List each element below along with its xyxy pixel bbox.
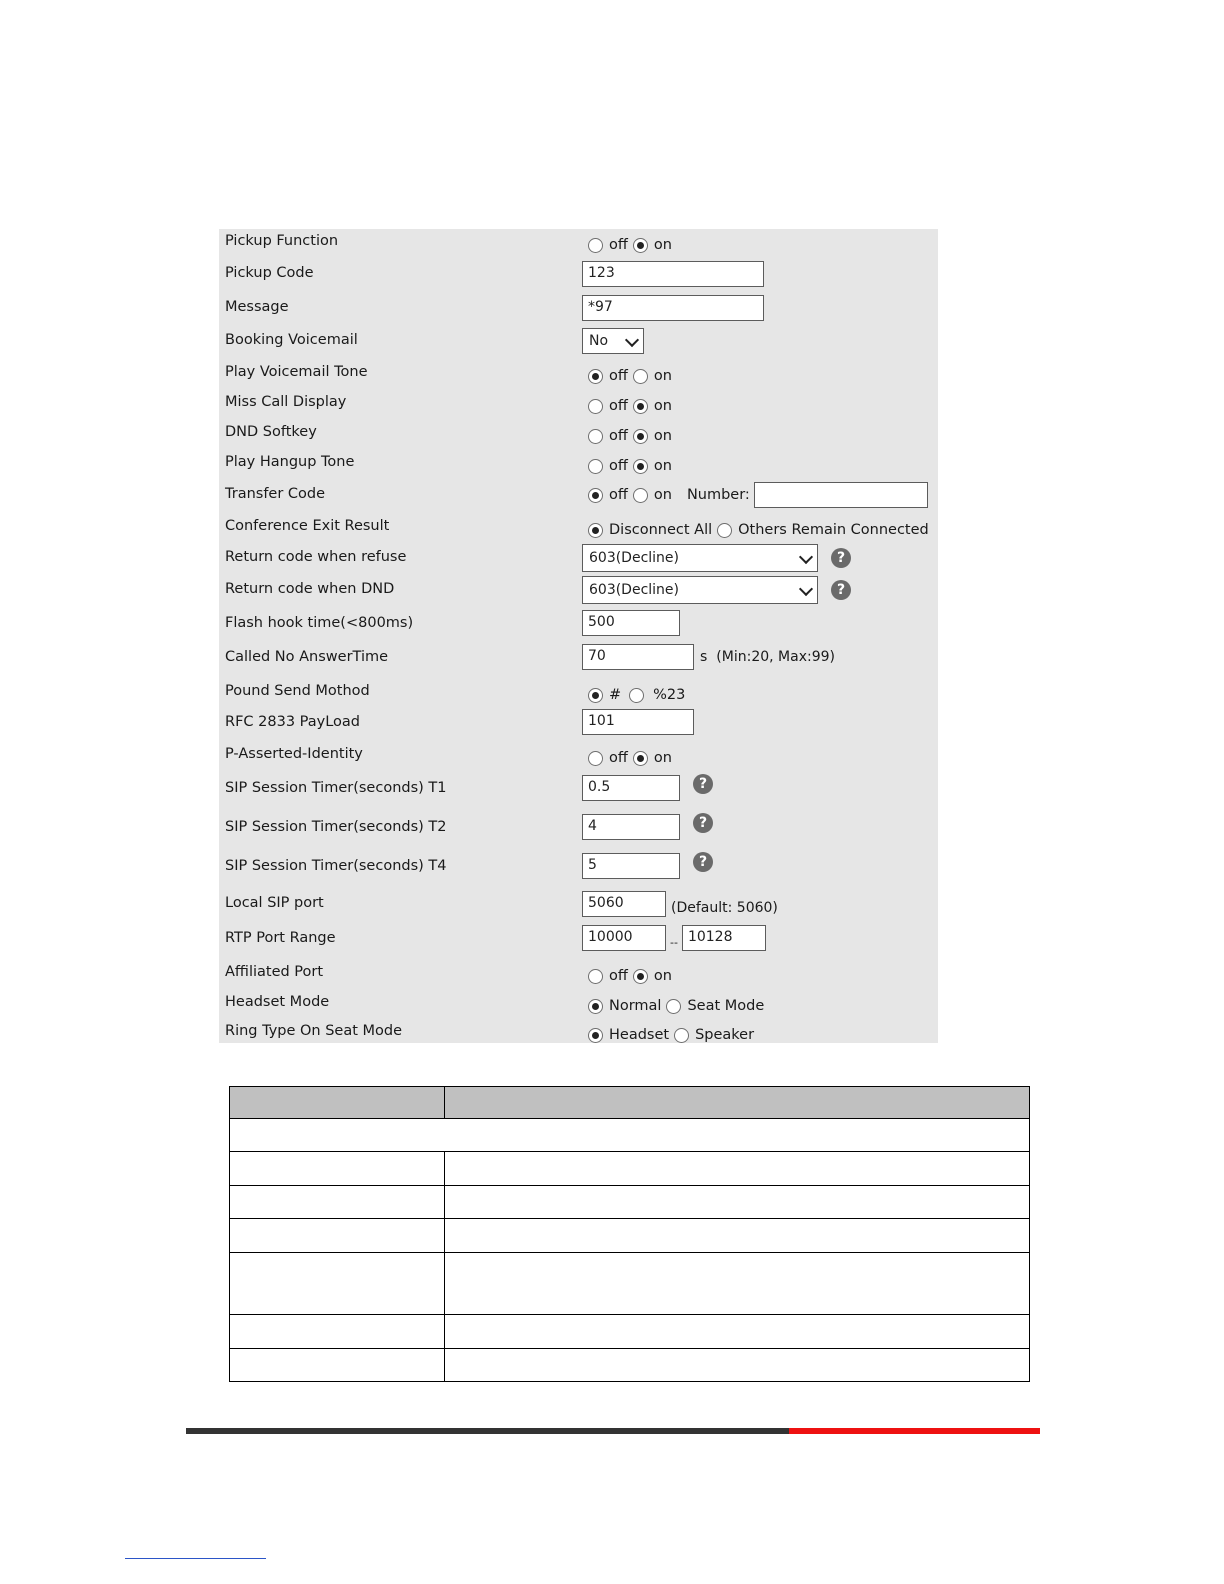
row-ring-type-seat-mode [219, 1020, 938, 1044]
headset-mode-normal-option[interactable] [588, 998, 661, 1014]
ring-type-headset-radio[interactable] [588, 1028, 603, 1043]
pound-hash-radio[interactable] [588, 688, 603, 703]
pickup-function-control [588, 233, 677, 257]
footer-link-underline[interactable] [125, 1558, 266, 1559]
table-row [230, 1119, 1030, 1152]
transfer-code-off-option[interactable] [588, 487, 628, 503]
row-local-sip-port [219, 891, 938, 917]
chevron-down-icon [799, 550, 813, 564]
table-cell [230, 1315, 445, 1349]
p-asserted-identity-on-radio[interactable] [633, 751, 648, 766]
play-voicemail-tone-off-option[interactable] [588, 368, 628, 384]
row-dnd-softkey [219, 421, 938, 445]
p-asserted-identity-control [588, 746, 677, 770]
pickup-code-input[interactable]: 123 [582, 261, 764, 287]
rtp-port-separator: -- [670, 935, 678, 949]
dnd-softkey-off-radio[interactable] [588, 429, 603, 444]
transfer-code-on-radio[interactable] [633, 488, 648, 503]
dnd-softkey-on-option[interactable] [633, 428, 672, 444]
table-cell [445, 1186, 1030, 1219]
sip-timer-t1-control [582, 775, 713, 801]
ring-type-speaker-text: Speaker [695, 1027, 755, 1043]
headset-mode-seat-text: Seat Mode [687, 998, 765, 1014]
return-code-refuse-control [582, 543, 851, 573]
transfer-code-control [588, 483, 928, 507]
transfer-code-label: Transfer Code [225, 486, 326, 502]
others-remain-connected-text: Others Remain Connected [738, 522, 929, 538]
called-no-answer-range-note: (Min:20, Max:99) [716, 649, 835, 665]
booking-voicemail-label: Booking Voicemail [225, 332, 358, 348]
play-voicemail-tone-label: Play Voicemail Tone [225, 364, 368, 380]
row-return-code-dnd [219, 575, 938, 605]
row-pickup-function [219, 230, 938, 254]
called-no-answer-unit: s [700, 649, 708, 665]
affiliated-port-on-text: on [653, 968, 672, 984]
pound-send-method-label: Pound Send Mothod [225, 683, 370, 699]
conference-exit-result-label: Conference Exit Result [225, 518, 390, 534]
row-affiliated-port [219, 961, 938, 985]
row-called-no-answer-time [219, 644, 938, 670]
dnd-softkey-off-option[interactable] [588, 428, 628, 444]
table-cell [445, 1253, 1030, 1315]
miss-call-display-off-option[interactable] [588, 398, 628, 414]
rtp-port-range-label: RTP Port Range [225, 930, 336, 946]
flash-hook-time-label: Flash hook time(<800ms) [225, 615, 414, 631]
play-hangup-tone-on-option[interactable] [633, 458, 672, 474]
play-hangup-tone-control [588, 454, 677, 478]
transfer-code-on-option[interactable] [633, 487, 672, 503]
play-hangup-tone-off-option[interactable] [588, 458, 628, 474]
row-transfer-code [219, 483, 938, 507]
affiliated-port-label: Affiliated Port [225, 964, 324, 980]
pickup-function-off-text: off [609, 237, 628, 253]
return-code-dnd-control [582, 575, 851, 605]
table-cell [230, 1152, 445, 1186]
row-miss-call-display [219, 391, 938, 415]
table-row [230, 1152, 1030, 1186]
local-sip-port-input[interactable]: 5060 [582, 891, 666, 917]
row-play-hangup-tone [219, 451, 938, 475]
message-label: Message [225, 299, 289, 315]
dnd-softkey-on-radio[interactable] [633, 429, 648, 444]
miss-call-display-on-option[interactable] [633, 398, 672, 414]
dnd-softkey-label: DND Softkey [225, 424, 317, 440]
pound-send-method-control [588, 683, 690, 707]
called-no-answer-time-control [582, 644, 835, 670]
disconnect-all-radio[interactable] [588, 523, 603, 538]
pickup-code-label: Pickup Code [225, 265, 314, 281]
affiliated-port-off-radio[interactable] [588, 969, 603, 984]
p-asserted-identity-on-option[interactable] [633, 750, 672, 766]
dnd-softkey-control [588, 424, 677, 448]
pound-encoded-option[interactable] [629, 687, 685, 703]
table-row [230, 1315, 1030, 1349]
affiliated-port-on-option[interactable] [633, 968, 672, 984]
row-flash-hook-time [219, 610, 938, 636]
return-code-refuse-select[interactable] [582, 544, 818, 572]
transfer-code-off-radio[interactable] [588, 488, 603, 503]
pound-hash-text: # [609, 687, 622, 703]
headset-mode-label: Headset Mode [225, 994, 330, 1010]
table-row [230, 1253, 1030, 1315]
table-cell [230, 1349, 445, 1382]
p-asserted-identity-on-text: on [653, 750, 672, 766]
table-cell [445, 1152, 1030, 1186]
pickup-function-on-radio[interactable] [633, 238, 648, 253]
row-play-voicemail-tone [219, 361, 938, 385]
transfer-number-input[interactable] [754, 482, 928, 508]
sip-timer-t2-input[interactable]: 4 [582, 814, 680, 840]
local-sip-port-control [582, 891, 778, 917]
row-rtp-port-range [219, 925, 938, 951]
row-headset-mode [219, 991, 938, 1015]
sip-timer-t1-input[interactable]: 0.5 [582, 775, 680, 801]
pickup-function-off-option[interactable] [588, 237, 628, 253]
local-sip-port-label: Local SIP port [225, 895, 324, 911]
called-no-answer-time-input[interactable]: 70 [582, 644, 694, 670]
play-hangup-tone-off-radio[interactable] [588, 459, 603, 474]
row-sip-timer-t4 [219, 853, 938, 879]
transfer-code-on-text: on [653, 487, 672, 503]
table-cell [445, 1219, 1030, 1253]
row-sip-timer-t1 [219, 775, 938, 801]
pickup-function-on-option[interactable] [633, 237, 672, 253]
p-asserted-identity-label: P-Asserted-Identity [225, 746, 363, 762]
description-table [229, 1086, 1030, 1382]
chevron-down-icon [799, 582, 813, 596]
pound-hash-option[interactable] [588, 687, 621, 703]
rtp-port-to-input[interactable]: 10128 [682, 925, 766, 951]
return-code-dnd-value: 603(Decline) [589, 582, 680, 598]
table-cell [230, 1253, 445, 1315]
row-message [219, 296, 938, 320]
table-cell [230, 1219, 445, 1253]
play-voicemail-tone-on-radio[interactable] [633, 369, 648, 384]
pickup-function-on-text: on [653, 237, 672, 253]
table-cell [230, 1119, 1030, 1152]
pound-encoded-text: %23 [653, 687, 686, 703]
ring-type-speaker-option[interactable] [674, 1027, 754, 1043]
play-hangup-tone-on-text: on [653, 458, 672, 474]
play-hangup-tone-label: Play Hangup Tone [225, 454, 355, 470]
rtp-port-range-control [582, 925, 766, 951]
conference-exit-result-control [588, 518, 934, 542]
table-cell [445, 1315, 1030, 1349]
headset-mode-seat-option[interactable] [666, 998, 764, 1014]
pickup-function-label: Pickup Function [225, 233, 339, 249]
transfer-code-off-text: off [609, 487, 628, 503]
others-remain-connected-option[interactable] [717, 522, 929, 538]
return-code-refuse-label: Return code when refuse [225, 549, 407, 565]
table-header-cell [445, 1087, 1030, 1119]
row-booking-voicemail [219, 329, 938, 353]
rtp-port-from-input[interactable]: 10000 [582, 925, 666, 951]
message-input[interactable]: *97 [582, 295, 764, 321]
play-hangup-tone-on-radio[interactable] [633, 459, 648, 474]
miss-call-display-control [588, 394, 677, 418]
help-icon[interactable]: ? [693, 852, 713, 872]
help-icon[interactable]: ? [693, 774, 713, 794]
local-sip-port-default-note: (Default: 5060) [671, 900, 778, 916]
help-icon[interactable]: ? [831, 580, 851, 600]
disconnect-all-option[interactable] [588, 522, 712, 538]
rfc2833-payload-input[interactable]: 101 [582, 709, 694, 735]
row-sip-timer-t2 [219, 814, 938, 840]
table-cell [445, 1349, 1030, 1382]
table-row [230, 1219, 1030, 1253]
table-row [230, 1186, 1030, 1219]
headset-mode-control [588, 994, 769, 1018]
others-remain-connected-radio[interactable] [717, 523, 732, 538]
p-asserted-identity-off-text: off [609, 750, 628, 766]
row-rfc2833-payload [219, 709, 938, 735]
dnd-softkey-off-text: off [609, 428, 628, 444]
row-pound-send-method [219, 680, 938, 704]
sip-timer-t2-label: SIP Session Timer(seconds) T2 [225, 819, 447, 835]
dnd-softkey-on-text: on [653, 428, 672, 444]
return-code-dnd-select[interactable] [582, 576, 818, 604]
sip-timer-t4-control [582, 853, 713, 879]
sip-timer-t4-label: SIP Session Timer(seconds) T4 [225, 858, 447, 874]
ring-type-seat-mode-control [588, 1023, 759, 1047]
settings-panel [219, 229, 938, 1043]
p-asserted-identity-off-radio[interactable] [588, 751, 603, 766]
pickup-function-off-radio[interactable] [588, 238, 603, 253]
called-no-answer-time-label: Called No AnswerTime [225, 649, 389, 665]
flash-hook-time-control [582, 610, 680, 636]
row-pickup-code [219, 262, 938, 286]
row-conference-exit-result [219, 515, 938, 539]
rfc2833-payload-control [582, 709, 694, 735]
return-code-refuse-value: 603(Decline) [589, 550, 680, 566]
miss-call-display-on-radio[interactable] [633, 399, 648, 414]
affiliated-port-off-text: off [609, 968, 628, 984]
help-icon[interactable]: ? [831, 548, 851, 568]
affiliated-port-control [588, 964, 677, 988]
ring-type-seat-mode-label: Ring Type On Seat Mode [225, 1023, 403, 1039]
footer-divider-red [789, 1428, 1040, 1434]
booking-voicemail-value: No [589, 333, 609, 349]
play-voicemail-tone-on-text: on [653, 368, 672, 384]
message-control [582, 296, 764, 320]
pickup-code-control [582, 262, 764, 286]
help-icon[interactable]: ? [693, 813, 713, 833]
play-hangup-tone-off-text: off [609, 458, 628, 474]
transfer-number-label: Number: [686, 487, 750, 503]
sip-timer-t2-control [582, 814, 713, 840]
booking-voicemail-control [582, 329, 644, 353]
headset-mode-normal-radio[interactable] [588, 999, 603, 1014]
p-asserted-identity-off-option[interactable] [588, 750, 628, 766]
table-cell [230, 1186, 445, 1219]
pound-encoded-radio[interactable] [629, 688, 644, 703]
play-voicemail-tone-off-text: off [609, 368, 628, 384]
row-return-code-refuse [219, 543, 938, 573]
affiliated-port-off-option[interactable] [588, 968, 628, 984]
ring-type-headset-option[interactable] [588, 1027, 669, 1043]
ring-type-speaker-radio[interactable] [674, 1028, 689, 1043]
miss-call-display-off-text: off [609, 398, 628, 414]
sip-timer-t4-input[interactable]: 5 [582, 853, 680, 879]
miss-call-display-label: Miss Call Display [225, 394, 347, 410]
table-header-row [230, 1087, 1030, 1119]
booking-voicemail-select[interactable] [582, 328, 644, 354]
rfc2833-payload-label: RFC 2833 PayLoad [225, 714, 361, 730]
play-voicemail-tone-on-option[interactable] [633, 368, 672, 384]
ring-type-headset-text: Headset [609, 1027, 670, 1043]
table-row [230, 1349, 1030, 1382]
row-p-asserted-identity [219, 743, 938, 767]
sip-timer-t1-label: SIP Session Timer(seconds) T1 [225, 780, 447, 796]
table-header-cell [230, 1087, 445, 1119]
headset-mode-normal-text: Normal [609, 998, 662, 1014]
play-voicemail-tone-off-radio[interactable] [588, 369, 603, 384]
flash-hook-time-input[interactable]: 500 [582, 610, 680, 636]
headset-mode-seat-radio[interactable] [666, 999, 681, 1014]
miss-call-display-off-radio[interactable] [588, 399, 603, 414]
chevron-down-icon [625, 333, 639, 347]
affiliated-port-on-radio[interactable] [633, 969, 648, 984]
return-code-dnd-label: Return code when DND [225, 581, 395, 597]
disconnect-all-text: Disconnect All [609, 522, 713, 538]
footer-divider-dark [186, 1428, 789, 1434]
play-voicemail-tone-control [588, 364, 677, 388]
miss-call-display-on-text: on [653, 398, 672, 414]
